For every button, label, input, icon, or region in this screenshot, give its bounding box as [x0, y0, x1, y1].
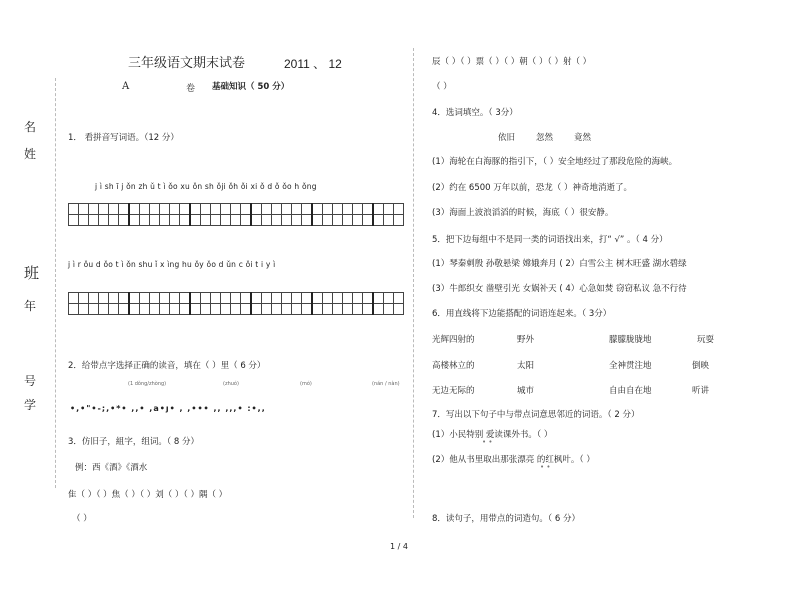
- q1-writing-grid-2[interactable]: [68, 292, 404, 315]
- q3-example: 例：西《酒》《酒水: [75, 463, 148, 473]
- section-a-juan: 卷: [186, 84, 196, 94]
- q7-emphasis-dots-2: • •: [540, 463, 551, 471]
- q6-right1-1: 朦朦胧胧地: [609, 335, 652, 345]
- q5-row-2: (3）牛郎织女 凿壁引光 女娲补天 ( 4）心急如焚 窃窃私议 急不行待: [432, 284, 687, 294]
- q3-heading: 3．仿旧子，組字，组词。（ 8 分）: [68, 437, 199, 447]
- q1-pinyin-row-1: j ì sh ī j ǒn zh ǔ t ì ǒo xu ǒn sh ǒji ǒh ǒi xi ǒ d ǒ ǒo h ǒng: [95, 182, 317, 191]
- q6-left-3: 无边无际的: [432, 386, 475, 396]
- q7-sentence-2: (2）他从书里取出那张漂亮 的红枫叶。（ ）: [432, 455, 595, 465]
- q3-row-2: （ ）: [72, 514, 92, 524]
- binding-line: [55, 78, 56, 488]
- right-top-row-2: （ ）: [432, 82, 452, 92]
- side-label-ban: 班: [24, 264, 40, 282]
- q2-noise-row: •,•"•-;,•*• ,,• ,a•ȷ• , ,••• ,, ,,,• :•,,: [70, 404, 266, 413]
- q4-word-2: 忽然: [536, 133, 554, 143]
- q6-right2-1: 玩耍: [697, 335, 715, 345]
- q1-pinyin-row-2: j ì r ǒu d ǒo t ì ǒn shu ǐ x ìng hu ǒy ǒo d ǔn c ǒi t i y ì: [68, 260, 276, 269]
- side-label-ming: 名: [24, 120, 37, 134]
- q6-right1-2: 全神贯注地: [609, 361, 652, 371]
- q4-word-1: 依旧: [498, 133, 516, 143]
- q6-mid-3: 城市: [517, 386, 535, 396]
- q8-heading: 8．读句子，用带点的词造句。（ 6 分）: [432, 514, 580, 524]
- q6-left-2: 高楼林立的: [432, 361, 475, 371]
- q1-writing-grid-1[interactable]: [68, 203, 404, 226]
- side-label-xing: 姓: [24, 147, 37, 161]
- section-a-label: 基础知识（ 50 分）: [212, 82, 290, 92]
- q2-option-3: (mó): [300, 381, 312, 387]
- q7-emphasis-dots-1: • •: [482, 438, 493, 446]
- q2-option-4: (nán / nàn): [372, 381, 400, 387]
- q7-sentence-1: (1）小民特别 爱读课外书。（ ）: [432, 430, 553, 440]
- q5-row-1: (1）琴秦刺殷 孙敬悬梁 嫦娥奔月 ( 2）白雪公主 树木旺盛 湖水碧绿: [432, 259, 687, 269]
- q6-heading: 6．用直线将下边能搭配的词语连起来。（ 3分）: [432, 309, 612, 319]
- q6-right1-3: 自由自在地: [609, 386, 652, 396]
- q4-sentence-1: (1）海轮在白海豚的指引下，（ ）安全地经过了那段危险的海峡。: [432, 157, 678, 167]
- q6-left-1: 光辉四射的: [432, 335, 475, 345]
- q4-word-3: 竟然: [574, 133, 592, 143]
- exam-date: 2011 、 12: [284, 57, 342, 71]
- q4-heading: 4．选词填空。（ 3分）: [432, 108, 518, 118]
- q3-row: 隹（ ）（ ）焦（ ）（ ）刘（ ）（ ）隅（ ）: [68, 490, 228, 500]
- side-label-xue: 学: [24, 398, 37, 412]
- q6-mid-1: 野外: [517, 335, 535, 345]
- q2-option-2: (zhuó): [223, 381, 239, 387]
- q7-heading: 7．写出以下句子中与带点词意思邻近的词语。（ 2 分）: [432, 410, 640, 420]
- column-divider: [413, 48, 414, 518]
- q1-heading: 1． 看拼音写词语。（12 分）: [68, 133, 179, 143]
- q5-heading: 5．把下边每组中不是同一类的词语找出来，打“ √” 。（ 4 分）: [432, 235, 668, 245]
- exam-title: 三年级语文期末试卷: [128, 56, 246, 71]
- section-a-letter: A: [122, 81, 130, 92]
- q4-sentence-3: (3）海面上波浪滔滔的时候，海底（ ）很安静。: [432, 208, 614, 218]
- q6-mid-2: 太阳: [517, 361, 535, 371]
- q2-option-1: (1 dǒng/zhòng): [128, 381, 167, 387]
- side-label-nian: 年: [24, 299, 37, 313]
- q2-heading: 2．给带点字选择正确的读音，填在（ ）里（ 6 分）: [68, 361, 266, 371]
- q6-right2-2: 倒映: [692, 361, 710, 371]
- q6-right2-3: 听讲: [692, 386, 710, 396]
- q4-sentence-2: (2）约在 6500 万年以前，恐龙（ ）神奇地消逝了。: [432, 183, 632, 193]
- page-number: 1 / 4: [390, 542, 408, 551]
- right-top-row: 辰（ ）（ ）票（ ）（ ）朝（ ）（ ）射（ ）: [432, 57, 592, 67]
- side-label-hao: 号: [24, 374, 37, 388]
